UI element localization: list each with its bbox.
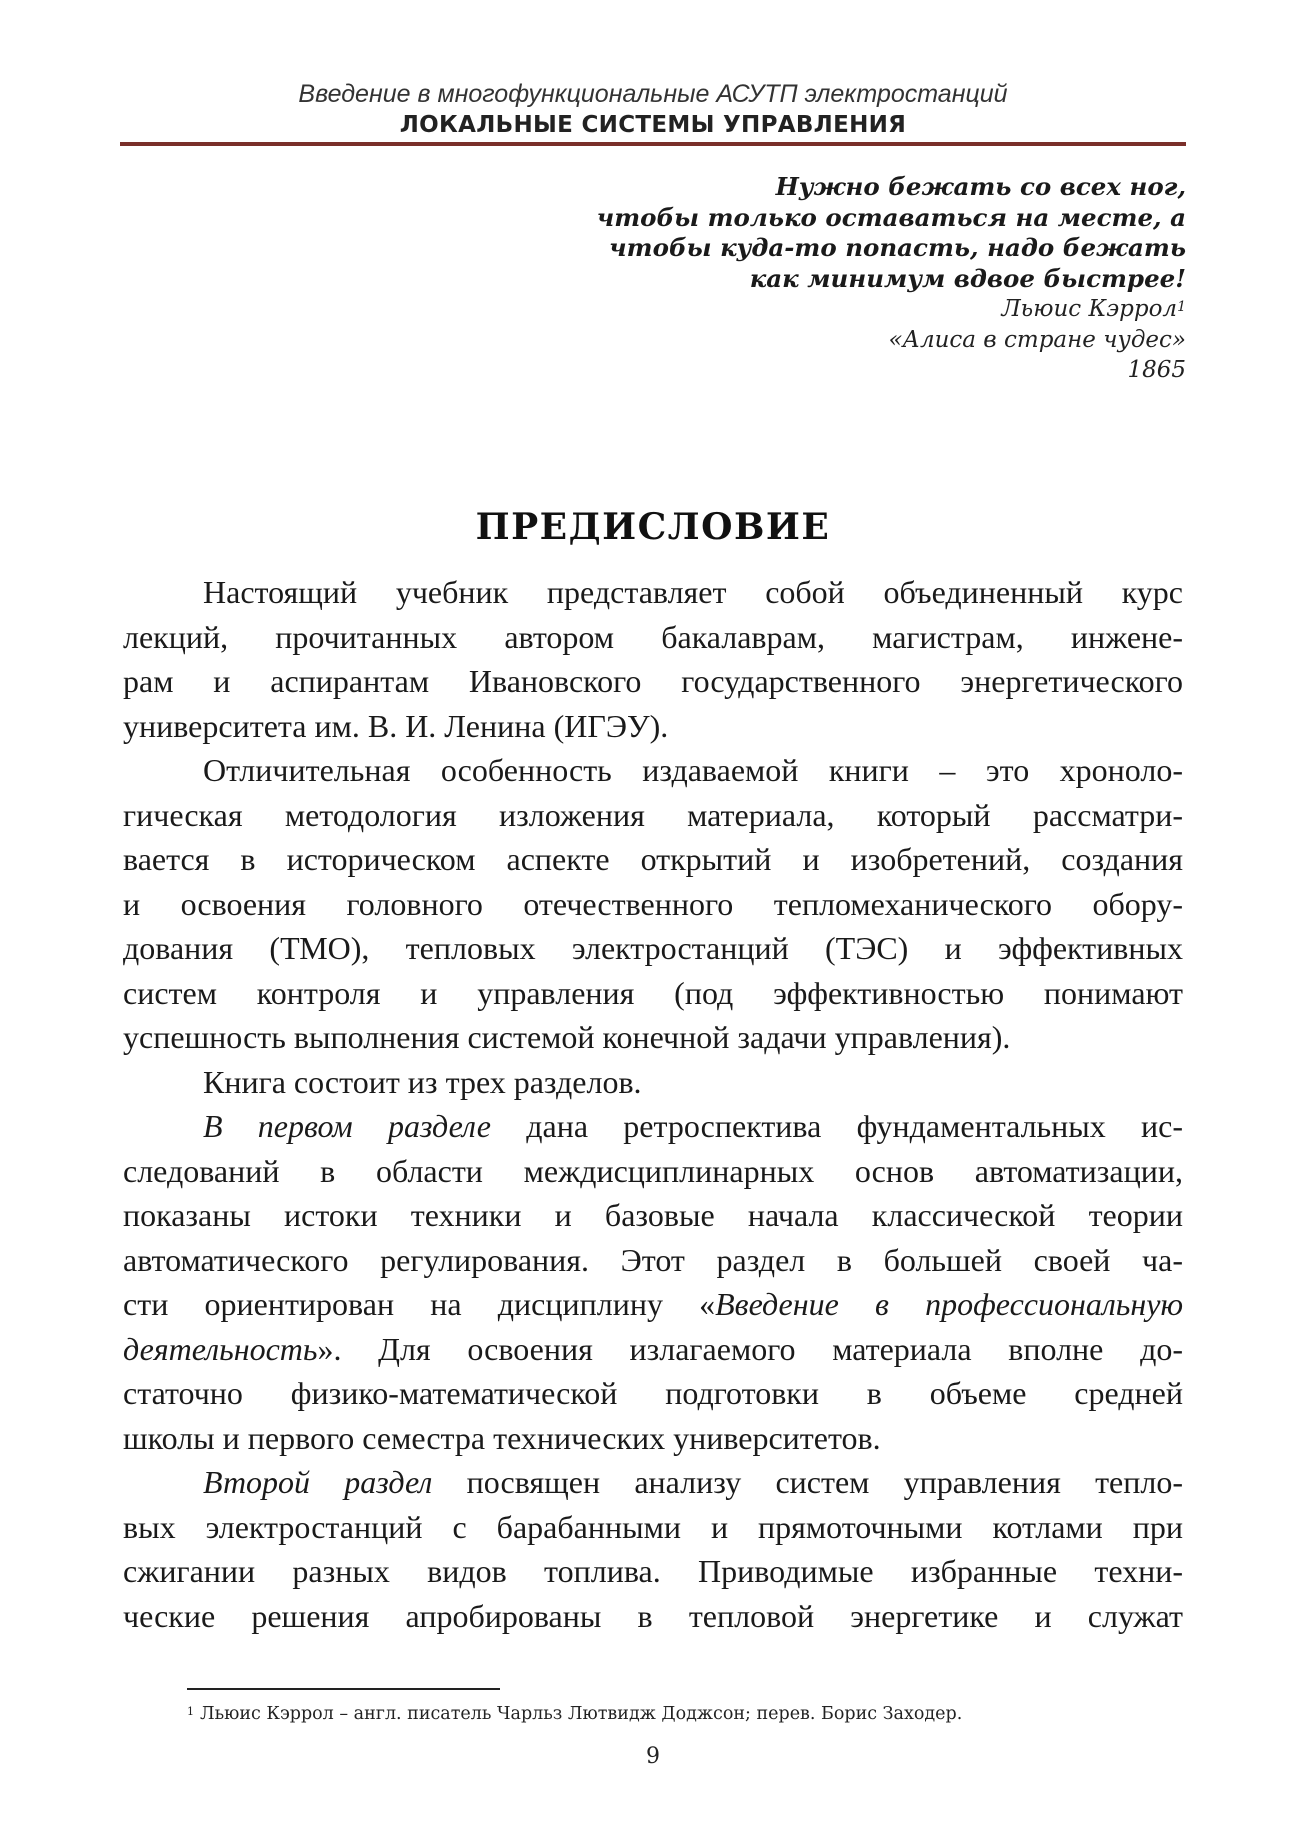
epigraph xyxy=(486,172,1186,386)
text-line xyxy=(123,1594,1183,1639)
text-run-italic: Введение в профессиональную xyxy=(715,1286,1184,1322)
text-run: и освоения головного отечественного тепломеханического обору- xyxy=(123,885,1183,922)
text-line xyxy=(123,1549,1183,1594)
text-run: дования (ТМО), тепловых электростанций (ТЭС) и эффективных xyxy=(123,930,1183,966)
text-line xyxy=(123,1193,1183,1238)
text-line xyxy=(123,1416,1183,1461)
epigraph-line: чтобы куда-то попасть, надо бежать xyxy=(609,233,1186,262)
footnote-separator xyxy=(187,1688,500,1690)
text-run: показаны истоки техники и базовые начала классической теории xyxy=(123,1197,1183,1233)
running-head-series: Введение в многофункциональные АСУТП электростанций xyxy=(298,80,1008,108)
footnote-reference[interactable]: 1 xyxy=(1177,299,1186,315)
epigraph-year: 1865 xyxy=(1127,357,1186,383)
header-rule xyxy=(120,142,1186,146)
text-run: гическая методология изложения материала, который рассматри- xyxy=(123,796,1183,833)
text-run: Настоящий учебник представляет собой объединенный курс xyxy=(203,574,1183,610)
text-line xyxy=(123,1015,1183,1060)
epigraph-author xyxy=(486,294,1186,325)
running-head-title: ЛОКАЛЬНЫЕ СИСТЕМЫ УПРАВЛЕНИЯ xyxy=(399,112,907,138)
text-run: сти ориентирован на дисциплину « xyxy=(123,1286,716,1322)
text-line xyxy=(123,837,1183,882)
epigraph-line: как минимум вдвое быстрее! xyxy=(749,263,1186,293)
text-line xyxy=(123,1060,1183,1105)
text-line xyxy=(123,1460,1183,1505)
text-run: рам и аспирантам Ивановского государственного энергетического xyxy=(123,663,1183,699)
body-text xyxy=(123,570,1183,1638)
text-run: следований в области междисциплинарных основ автоматизации, xyxy=(123,1152,1183,1189)
section-title: ПРЕДИСЛОВИЕ xyxy=(475,506,831,548)
text-line xyxy=(123,1327,1183,1372)
text-run: сжигании разных видов топлива. Приводимые избранные техни- xyxy=(123,1553,1183,1589)
text-line xyxy=(123,1282,1183,1327)
footnote xyxy=(187,1704,1187,1724)
text-run: лекций, прочитанных автором бакалаврам, магистрам, инжене- xyxy=(123,618,1183,655)
text-run: Отличительная особенность издаваемой книги – это хроноло- xyxy=(203,752,1183,788)
text-run: дана ретроспектива фундаментальных ис- xyxy=(490,1108,1184,1144)
text-line xyxy=(123,659,1183,704)
text-line xyxy=(123,971,1183,1016)
text-line xyxy=(123,570,1183,615)
text-line xyxy=(123,1371,1183,1416)
epigraph-source: «Алиса в стране чудес» xyxy=(888,326,1186,353)
text-run-italic: Второй раздел xyxy=(203,1464,433,1500)
text-run: систем контроля и управления (под эффективностью понимают xyxy=(123,974,1183,1011)
text-line xyxy=(123,615,1183,660)
epigraph-author-name: Льюис Кэррол xyxy=(1001,296,1178,322)
text-run: автоматического регулирования. Этот раздел в большей своей ча- xyxy=(123,1241,1183,1278)
text-run-italic: деятельность xyxy=(123,1330,318,1367)
text-run: ческие решения апробированы в тепловой энергетике и служат xyxy=(123,1597,1183,1634)
text-line xyxy=(123,926,1183,971)
text-run: успешность выполнения системой конечной задачи управления). xyxy=(123,1019,1011,1055)
text-line xyxy=(123,748,1183,793)
text-run: посвящен анализу систем управления тепло- xyxy=(432,1464,1184,1500)
epigraph-line: Нужно бежать со всех ног, xyxy=(775,172,1186,201)
page-number: 9 xyxy=(646,1744,660,1769)
epigraph-line: чтобы только оставаться на месте, а xyxy=(596,202,1186,232)
footnote-text: Льюис Кэррол – англ. писатель Чарльз Лютвидж Доджсон; перев. Борис Заходер. xyxy=(200,1704,963,1724)
text-run-italic: В первом разделе xyxy=(203,1108,491,1144)
text-line xyxy=(123,1104,1183,1149)
text-run: школы и первого семестра технических университетов. xyxy=(123,1419,881,1456)
text-line xyxy=(123,1238,1183,1283)
footnote-mark: 1 xyxy=(187,1705,194,1718)
text-line xyxy=(123,704,1183,749)
text-line xyxy=(123,882,1183,927)
text-line xyxy=(123,1149,1183,1194)
text-run: вается в историческом аспекте открытий и изобретений, создания xyxy=(123,841,1183,877)
text-run: вых электростанций с барабанными и прямоточными котлами при xyxy=(123,1508,1183,1545)
text-run: Книга состоит из трех разделов. xyxy=(203,1063,642,1100)
text-run: статочно физико-математической подготовки в объеме средней xyxy=(123,1375,1183,1411)
text-line xyxy=(123,1505,1183,1550)
text-line xyxy=(123,793,1183,838)
text-run: университета им. В. И. Ленина (ИГЭУ). xyxy=(123,707,669,744)
text-run: ». Для освоения излагаемого материала вполне до- xyxy=(317,1330,1183,1367)
